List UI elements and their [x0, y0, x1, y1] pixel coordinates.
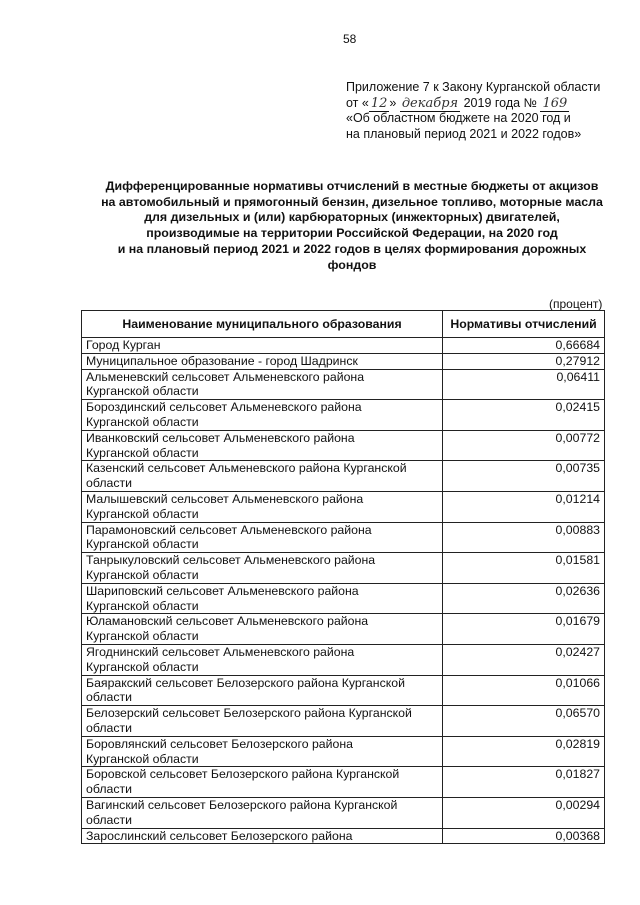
municipality-name-cell — [82, 338, 443, 354]
title-line: производимые на территории Российской Федерации, на 2020 год — [146, 226, 558, 241]
municipality-name-cell — [82, 828, 443, 844]
municipality-name-cell — [82, 706, 443, 737]
table-header-row — [82, 311, 605, 338]
norm-value-cell: 0,06570 — [443, 706, 605, 737]
municipality-name-cell — [82, 353, 443, 369]
title-line: и на плановый период 2021 и 2022 годов в целях формирования дорожных — [117, 241, 587, 256]
municipality-name-line: области — [86, 782, 132, 797]
municipality-name-line: Иванковский сельсовет Альменевского района — [86, 430, 355, 445]
table-row — [82, 797, 605, 828]
municipality-name-cell — [82, 522, 443, 553]
norm-value-cell: 0,01066 — [443, 675, 605, 706]
norm-value-cell: 0,00294 — [443, 797, 605, 828]
municipality-name-line: Парамоновский сельсовет Альменевского района — [86, 522, 372, 537]
appendix-year: 2019 года № — [463, 95, 537, 110]
norms-table — [81, 310, 605, 844]
norm-value-cell: 0,02415 — [443, 400, 605, 431]
municipality-name-line: Курганской области — [86, 414, 199, 429]
table-row — [82, 491, 605, 522]
municipality-name-cell — [82, 736, 443, 767]
appendix-date-prefix: от « — [346, 95, 369, 110]
table-row — [82, 767, 605, 798]
table-row — [82, 522, 605, 553]
municipality-name-cell — [82, 430, 443, 461]
municipality-name-cell — [82, 583, 443, 614]
municipality-name-line: Зарослинский сельсовет Белозерского района — [86, 828, 353, 843]
norm-value-cell: 0,66684 — [443, 338, 605, 354]
municipality-name-cell — [82, 400, 443, 431]
municipality-name-cell — [82, 369, 443, 400]
appendix-line-3: «Об областном бюджете на 2020 год и — [346, 111, 571, 125]
column-header-name: Наименование муниципального образования — [82, 311, 443, 338]
title-line: для дизельных и (или) карбюраторных (инжекторных) двигателей, — [144, 210, 560, 225]
appendix-date-mid: » — [389, 95, 397, 110]
appendix-header — [346, 80, 636, 142]
norm-value-cell: 0,06411 — [443, 369, 605, 400]
municipality-name-line: Бороздинский сельсовет Альменевского района — [86, 400, 362, 415]
table-row — [82, 369, 605, 400]
table-row — [82, 553, 605, 584]
municipality-name-line: Курганской области — [86, 567, 199, 582]
table-row — [82, 430, 605, 461]
norm-value-cell: 0,02427 — [443, 644, 605, 675]
municipality-name-line: Боровской сельсовет Белозерского района Курганской — [86, 767, 400, 782]
municipality-name-cell — [82, 644, 443, 675]
column-header-value: Нормативы отчислений — [443, 311, 605, 338]
table-row — [82, 583, 605, 614]
municipality-name-line: Казенский сельсовет Альменевского района Курганской — [86, 461, 407, 476]
table-row — [82, 736, 605, 767]
norm-value-cell: 0,01214 — [443, 491, 605, 522]
table-row — [82, 644, 605, 675]
municipality-name-line: области — [86, 720, 132, 735]
norm-value-cell: 0,00772 — [443, 430, 605, 461]
title-line: фондов — [327, 257, 377, 272]
municipality-name-cell — [82, 461, 443, 492]
handwritten-law-number: 169 — [542, 95, 568, 111]
municipality-name-line: Курганской области — [86, 598, 199, 613]
handwritten-month: декабря — [401, 95, 459, 111]
municipality-name-line: Танрыкуловский сельсовет Альменевского района — [86, 553, 376, 568]
unit-label: (процент) — [549, 297, 603, 311]
table-body — [82, 338, 605, 844]
municipality-name-line: Город Курган — [86, 338, 161, 352]
municipality-name-line: области — [86, 812, 132, 827]
municipality-name-line: Боровлянский сельсовет Белозерского района — [86, 736, 353, 751]
table-row — [82, 461, 605, 492]
norm-value-cell: 0,27912 — [443, 353, 605, 369]
municipality-name-line: Курганской области — [86, 659, 199, 674]
municipality-name-line: Шариповский сельсовет Альменевского района — [86, 583, 359, 598]
municipality-name-line: Курганской области — [86, 506, 199, 521]
table-row — [82, 675, 605, 706]
municipality-name-line: Юламановский сельсовет Альменевского района — [86, 614, 369, 629]
norm-value-cell: 0,00368 — [443, 828, 605, 844]
table-row — [82, 338, 605, 354]
table-row — [82, 400, 605, 431]
norm-value-cell: 0,02819 — [443, 736, 605, 767]
municipality-name-line: Курганской области — [86, 537, 199, 552]
municipality-name-line: области — [86, 476, 132, 491]
table-row — [82, 706, 605, 737]
municipality-name-cell — [82, 553, 443, 584]
title-line: на автомобильный и прямогонный бензин, дизельное топливо, моторные масла — [101, 194, 603, 209]
appendix-line-1: Приложение 7 к Закону Курганской области — [346, 80, 601, 94]
municipality-name-line: Курганской области — [86, 629, 199, 644]
municipality-name-line: Курганской области — [86, 751, 199, 766]
norm-value-cell: 0,00883 — [443, 522, 605, 553]
municipality-name-cell — [82, 614, 443, 645]
table-row — [82, 353, 605, 369]
municipality-name-cell — [82, 767, 443, 798]
table-row — [82, 614, 605, 645]
municipality-name-line: Баяракский сельсовет Белозерского района Курганской — [86, 675, 405, 690]
appendix-line-4: на плановый период 2021 и 2022 годов» — [346, 126, 582, 141]
municipality-name-line: Курганской области — [86, 445, 199, 460]
document-title — [70, 179, 634, 273]
norm-value-cell: 0,00735 — [443, 461, 605, 492]
municipality-name-cell — [82, 797, 443, 828]
municipality-name-line: Альменевский сельсовет Альменевского района — [86, 369, 365, 384]
handwritten-day: 12 — [370, 95, 388, 111]
municipality-name-line: Муниципальное образование - город Шадринск — [86, 353, 358, 368]
norm-value-cell: 0,01581 — [443, 553, 605, 584]
municipality-name-line: Вагинский сельсовет Белозерского района Курганской — [86, 797, 398, 812]
title-line: Дифференцированные нормативы отчислений в местные бюджеты от акцизов — [105, 179, 599, 193]
appendix-line-2 — [346, 96, 636, 112]
municipality-name-line: Белозерский сельсовет Белозерского района Курганской — [86, 706, 412, 721]
norm-value-cell: 0,01679 — [443, 614, 605, 645]
norm-value-cell: 0,02636 — [443, 583, 605, 614]
municipality-name-line: Курганской области — [86, 384, 199, 399]
municipality-name-cell — [82, 491, 443, 522]
municipality-name-line: Малышевский сельсовет Альменевского района — [86, 491, 364, 506]
page-number: 58 — [343, 32, 357, 46]
table-row — [82, 828, 605, 844]
municipality-name-cell — [82, 675, 443, 706]
norm-value-cell: 0,01827 — [443, 767, 605, 798]
municipality-name-line: области — [86, 690, 132, 705]
municipality-name-line: Ягоднинский сельсовет Альменевского района — [86, 644, 355, 659]
